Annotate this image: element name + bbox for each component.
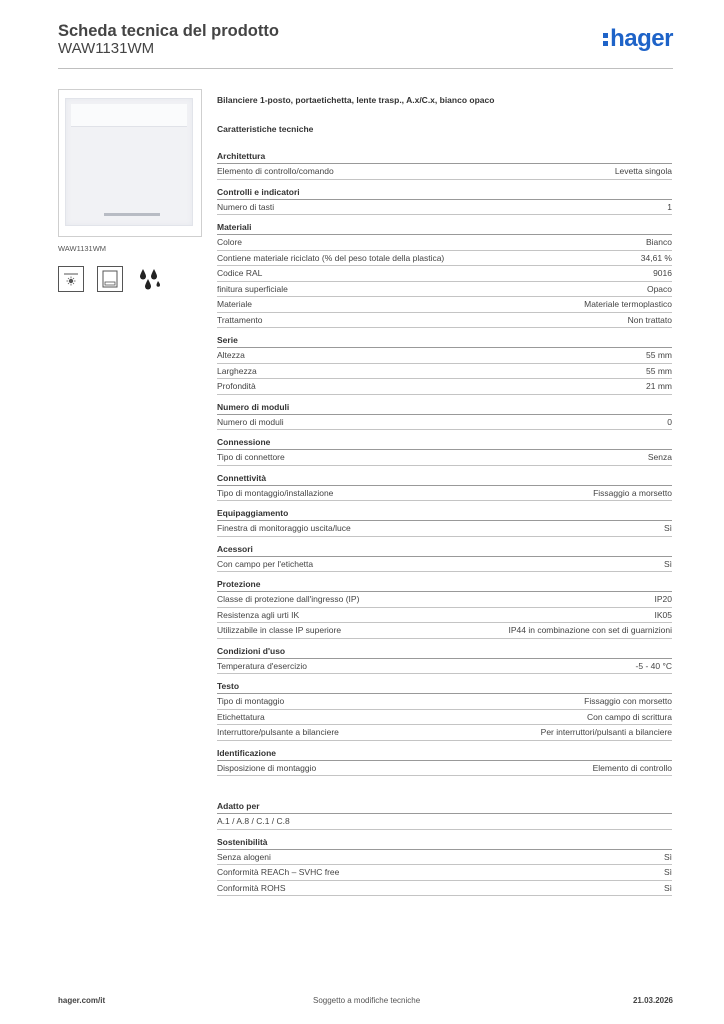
- product-image-caption: WAW1131WM: [58, 244, 107, 253]
- spec-row: [217, 266, 672, 282]
- spec-label: Tipo di connettore: [217, 452, 285, 462]
- footer-date: 21.03.2026: [632, 996, 673, 1005]
- characteristics-title: Caratteristiche tecniche: [217, 124, 314, 134]
- section-title: Identificazione: [217, 747, 672, 761]
- spec-row: [217, 623, 672, 639]
- spec-row: [217, 364, 672, 380]
- section-title: Protezione: [217, 578, 672, 592]
- rocker-switch-illustration: [65, 98, 193, 226]
- section-title: Acessori: [217, 543, 672, 557]
- spec-row: [217, 297, 672, 313]
- spec-row: [217, 814, 672, 830]
- spec-value: 34,61 %: [640, 252, 672, 263]
- spec-row: [217, 592, 672, 608]
- spec-section: [217, 680, 672, 741]
- spec-section: [217, 221, 672, 328]
- section-title: Connettività: [217, 472, 672, 486]
- spec-label: Elemento di controllo/comando: [217, 166, 334, 176]
- spec-row: [217, 164, 672, 180]
- spec-value: Sì: [663, 558, 672, 569]
- spec-value: Sì: [663, 882, 672, 893]
- spec-sections: [217, 150, 672, 776]
- section-title: Materiali: [217, 221, 672, 235]
- spec-value: IK05: [654, 609, 672, 620]
- spec-value: Fissaggio con morsetto: [584, 696, 672, 706]
- spec-label: Numero di moduli: [217, 416, 284, 427]
- spec-label: Materiale: [217, 299, 252, 309]
- spec-value: 55 mm: [646, 350, 672, 360]
- spec-content: [217, 91, 672, 896]
- spec-label: Con campo per l'etichetta: [217, 558, 314, 569]
- spec-value: Non trattato: [627, 314, 672, 325]
- spec-value: Fissaggio a morsetto: [593, 487, 672, 498]
- spec-value: Sì: [663, 851, 672, 862]
- spec-row: [217, 659, 672, 675]
- spec-section: [217, 836, 672, 897]
- spec-row: [217, 313, 672, 329]
- spec-label: Conformità ROHS: [217, 882, 286, 893]
- spec-value: 0: [667, 416, 672, 427]
- hager-logo: hager: [603, 25, 673, 53]
- spec-row: [217, 761, 672, 777]
- spec-section: [217, 645, 672, 675]
- section-title: Numero di moduli: [217, 401, 672, 415]
- spec-label: Tipo di montaggio: [217, 696, 285, 706]
- section-gap: [217, 776, 672, 794]
- spec-row: [217, 251, 672, 267]
- spec-value: Opaco: [646, 283, 672, 294]
- product-code-title: WAW1131WM: [58, 40, 155, 57]
- spec-section: [217, 507, 672, 537]
- extra-sections: [217, 800, 672, 896]
- spec-section: [217, 747, 672, 777]
- logo-dots-icon: [603, 30, 608, 49]
- product-image: [58, 89, 202, 237]
- label-holder-icon: [97, 266, 123, 292]
- spec-row: [217, 450, 672, 466]
- spec-value: 21 mm: [646, 381, 672, 391]
- spec-label: Profondità: [217, 381, 256, 391]
- water-drops-icon: [136, 266, 162, 292]
- spec-label: Tipo di montaggio/installazione: [217, 487, 334, 498]
- spec-label: Altezza: [217, 350, 245, 360]
- spec-section: [217, 150, 672, 180]
- spec-section: [217, 578, 672, 639]
- spec-label: Disposizione di montaggio: [217, 762, 317, 773]
- spec-label: Colore: [217, 237, 243, 247]
- spec-value: Senza: [647, 452, 672, 462]
- spec-label: Etichettatura: [217, 711, 265, 722]
- page-title: Scheda tecnica del prodotto: [58, 22, 279, 40]
- spec-row: [217, 379, 672, 395]
- spec-value: Bianco: [646, 237, 672, 247]
- section-title: Condizioni d'uso: [217, 645, 672, 659]
- spec-value: 1: [667, 201, 672, 212]
- spec-row: [217, 282, 672, 298]
- section-title: Equipaggiamento: [217, 507, 672, 521]
- spec-label: Trattamento: [217, 314, 263, 325]
- spec-section: [217, 334, 672, 395]
- spec-label: finitura superficiale: [217, 283, 288, 294]
- spec-value: Con campo di scrittura: [586, 711, 672, 722]
- spec-value: IP44 in combinazione con set di guarnizioni: [508, 625, 672, 635]
- spec-label: Codice RAL: [217, 268, 263, 278]
- spec-value: Levetta singola: [614, 166, 672, 176]
- spec-section: [217, 436, 672, 466]
- section-title: Controlli e indicatori: [217, 186, 672, 200]
- spec-value: Per interruttori/pulsanti a bilanciere: [540, 727, 672, 737]
- spec-value: -5 - 40 °C: [635, 660, 672, 671]
- indicator-bar: [104, 213, 160, 216]
- spec-row: [217, 557, 672, 573]
- spec-label: Classe di protezione dall'ingresso (IP): [217, 594, 360, 604]
- spec-label: Senza alogeni: [217, 851, 271, 862]
- spec-row: [217, 881, 672, 897]
- section-title: Testo: [217, 680, 672, 694]
- footer-notice: Soggetto a modifiche tecniche: [313, 996, 421, 1005]
- spec-label: Conformità REACh – SVHC free: [217, 867, 340, 877]
- spec-row: [217, 850, 672, 866]
- section-title: Architettura: [217, 150, 672, 164]
- page-header: [58, 20, 673, 69]
- spec-label: Contiene materiale riciclato (% del peso totale della plastica): [217, 252, 445, 263]
- spec-label: Larghezza: [217, 365, 257, 376]
- spec-row: [217, 521, 672, 537]
- product-description: Bilanciere 1-posto, portaetichetta, lente trasp., A.x/C.x, bianco opaco: [217, 95, 495, 105]
- footer-website[interactable]: hager.com/it: [58, 996, 106, 1005]
- spec-row: [217, 348, 672, 364]
- spec-row: [217, 415, 672, 431]
- spec-row: [217, 710, 672, 726]
- spec-label: Temperatura d'esercizio: [217, 660, 307, 671]
- section-title: Sostenibilità: [217, 836, 672, 850]
- spec-section: [217, 472, 672, 502]
- spec-row: [217, 865, 672, 881]
- spec-value: Elemento di controllo: [592, 762, 672, 773]
- spec-value: Sì: [663, 867, 672, 877]
- spec-value: 55 mm: [646, 365, 672, 376]
- section-title: Serie: [217, 334, 672, 348]
- section-title: Connessione: [217, 436, 672, 450]
- spec-label: A.1 / A.8 / C.1 / C.8: [217, 816, 290, 826]
- spec-section: [217, 800, 672, 830]
- spec-row: [217, 200, 672, 216]
- spec-section: [217, 401, 672, 431]
- spec-row: [217, 725, 672, 741]
- spec-row: [217, 608, 672, 624]
- spec-label: Finestra di monitoraggio uscita/luce: [217, 523, 351, 533]
- spec-value: 9016: [653, 268, 672, 278]
- spec-label: Numero di tasti: [217, 201, 275, 212]
- spec-label: Utilizzabile in classe IP superiore: [217, 625, 342, 635]
- spec-label: Resistenza agli urti IK: [217, 609, 300, 620]
- spec-section: [217, 543, 672, 573]
- lighting-symbol-icon: [58, 266, 84, 292]
- spec-row: [217, 486, 672, 502]
- spec-value: IP20: [654, 594, 672, 604]
- spec-row: [217, 694, 672, 710]
- spec-label: Interruttore/pulsante a bilanciere: [217, 727, 339, 737]
- spec-row: [217, 235, 672, 251]
- label-window: [71, 104, 187, 127]
- section-title: Adatto per: [217, 800, 672, 814]
- spec-value: Materiale termoplastico: [584, 299, 672, 309]
- spec-section: [217, 186, 672, 216]
- spec-value: Sì: [663, 523, 672, 533]
